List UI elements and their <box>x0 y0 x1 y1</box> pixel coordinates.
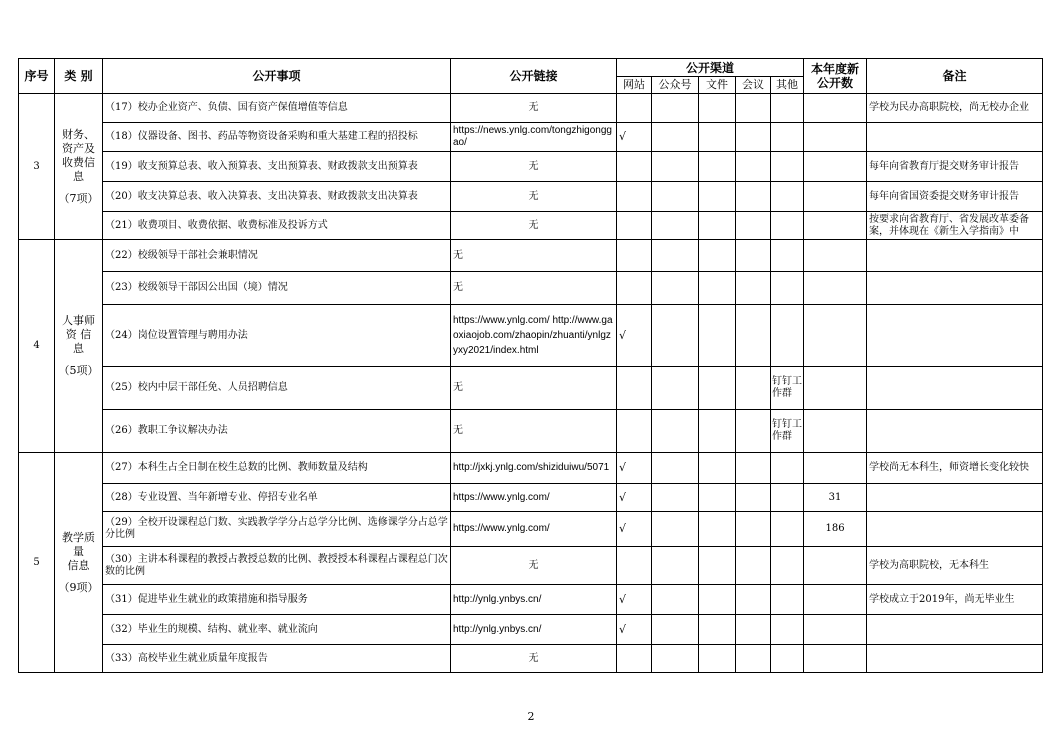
table-row <box>19 240 1043 272</box>
group-seq: 3 <box>19 94 55 240</box>
header-seq: 序号 <box>19 59 55 94</box>
link-text: 无 <box>451 272 617 305</box>
item-text: （30）主讲本科课程的教授占教授总数的比例、教授授本科课程占课程总门次数的比例 <box>103 547 451 585</box>
item-text: （19）收支预算总表、收入预算表、支出预算表、财政拨款支出预算表 <box>103 152 451 182</box>
header-new-count: 本年度新公开数 <box>804 59 867 94</box>
header-channel-meeting: 会议 <box>736 77 771 94</box>
table-row <box>19 182 1043 212</box>
header-channel-web: 网站 <box>617 77 652 94</box>
link-text: 无 <box>451 94 617 123</box>
other-channel: 钉钉工作群 <box>771 410 804 453</box>
item-text: （33）高校毕业生就业质量年度报告 <box>103 645 451 673</box>
note-text: 每年向省教育厅提交财务审计报告 <box>867 152 1043 182</box>
item-text: （29）全校开设课程总门数、实践教学学分占总学分比例、选修课学分占总学分比例 <box>103 512 451 547</box>
group-seq: 5 <box>19 453 55 673</box>
web-check: √ <box>617 484 652 512</box>
header-link: 公开链接 <box>451 59 617 94</box>
header-note: 备注 <box>867 59 1043 94</box>
item-text: （27）本科生占全日制在校生总数的比例、教师数量及结构 <box>103 453 451 484</box>
link-text: 无 <box>451 212 617 240</box>
group-seq: 4 <box>19 240 55 453</box>
link-text: 无 <box>451 152 617 182</box>
group-category: 教学质 量 信息 （9项） <box>55 453 103 673</box>
item-text: （31）促进毕业生就业的政策措施和指导服务 <box>103 585 451 615</box>
web-check: √ <box>617 585 652 615</box>
new-count: 31 <box>804 484 867 512</box>
table-row <box>19 484 1043 512</box>
table-row <box>19 367 1043 410</box>
group-category: 财务、 资产及 收费信 息 （7项） <box>55 94 103 240</box>
note-text: 按要求向省教育厅、省发展改革委备案，并体现在《新生入学指南》中 <box>867 212 1043 240</box>
item-text: （26）教职工争议解决办法 <box>103 410 451 453</box>
link-text: https://www.ynlg.com/ http://www.gaoxiaojob.com/zhaopin/zhuanti/ynlgzyxy2021/index.html <box>451 305 617 367</box>
table-row <box>19 212 1043 240</box>
link-text: http://ynlg.ynbys.cn/ <box>451 585 617 615</box>
item-text: （28）专业设置、当年新增专业、停招专业名单 <box>103 484 451 512</box>
link-text: http://jxkj.ynlg.com/shiziduiwu/5071 <box>451 453 617 484</box>
table-row <box>19 152 1043 182</box>
other-channel: 钉钉工作群 <box>771 367 804 410</box>
web-check: √ <box>617 512 652 547</box>
link-text: http://ynlg.ynbys.cn/ <box>451 615 617 645</box>
note-text: 学校尚无本科生，师资增长变化较快 <box>867 453 1043 484</box>
table-row <box>19 410 1043 453</box>
link-text: https://news.ynlg.com/tongzhigonggao/ <box>451 123 617 152</box>
item-text: （23）校级领导干部因公出国（境）情况 <box>103 272 451 305</box>
web-check: √ <box>617 615 652 645</box>
group-category: 人事师 资 信 息 （5项） <box>55 240 103 453</box>
link-text: 无 <box>451 645 617 673</box>
header-item: 公开事项 <box>103 59 451 94</box>
link-text: https://www.ynlg.com/ <box>451 484 617 512</box>
table-row <box>19 512 1043 547</box>
link-text: 无 <box>451 240 617 272</box>
header-category: 类 别 <box>55 59 103 94</box>
table-row <box>19 615 1043 645</box>
item-text: （22）校级领导干部社会兼职情况 <box>103 240 451 272</box>
link-text: https://www.ynlg.com/ <box>451 512 617 547</box>
page-number: 2 <box>527 710 535 723</box>
web-check: √ <box>617 305 652 367</box>
header-channel-wechat: 公众号 <box>652 77 699 94</box>
item-text: （32）毕业生的规模、结构、就业率、就业流向 <box>103 615 451 645</box>
table-row <box>19 645 1043 673</box>
item-text: （24）岗位设置管理与聘用办法 <box>103 305 451 367</box>
new-count: 186 <box>804 512 867 547</box>
header-channel-file: 文件 <box>699 77 736 94</box>
table-row <box>19 305 1043 367</box>
table-row <box>19 94 1043 123</box>
link-text: 无 <box>451 367 617 410</box>
web-check: √ <box>617 123 652 152</box>
table-row <box>19 453 1043 484</box>
item-text: （20）收支决算总表、收入决算表、支出决算表、财政拨款支出决算表 <box>103 182 451 212</box>
item-text: （21）收费项目、收费依据、收费标准及投诉方式 <box>103 212 451 240</box>
table-row <box>19 547 1043 585</box>
note-text: 学校成立于2019年，尚无毕业生 <box>867 585 1043 615</box>
web-check: √ <box>617 453 652 484</box>
link-text: 无 <box>451 182 617 212</box>
header-channel: 公开渠道 <box>617 59 804 77</box>
note-text: 学校为民办高职院校，尚无校办企业 <box>867 94 1043 123</box>
disclosure-table <box>18 58 1043 673</box>
item-text: （18）仪器设备、图书、药品等物资设备采购和重大基建工程的招投标 <box>103 123 451 152</box>
item-text: （17）校办企业资产、负债、国有资产保值增值等信息 <box>103 94 451 123</box>
table-row <box>19 272 1043 305</box>
note-text: 学校为高职院校，无本科生 <box>867 547 1043 585</box>
item-text: （25）校内中层干部任免、人员招聘信息 <box>103 367 451 410</box>
note-text: 每年向省国资委提交财务审计报告 <box>867 182 1043 212</box>
link-text: 无 <box>451 547 617 585</box>
table-row <box>19 585 1043 615</box>
table-row <box>19 123 1043 152</box>
link-text: 无 <box>451 410 617 453</box>
header-channel-other: 其他 <box>771 77 804 94</box>
